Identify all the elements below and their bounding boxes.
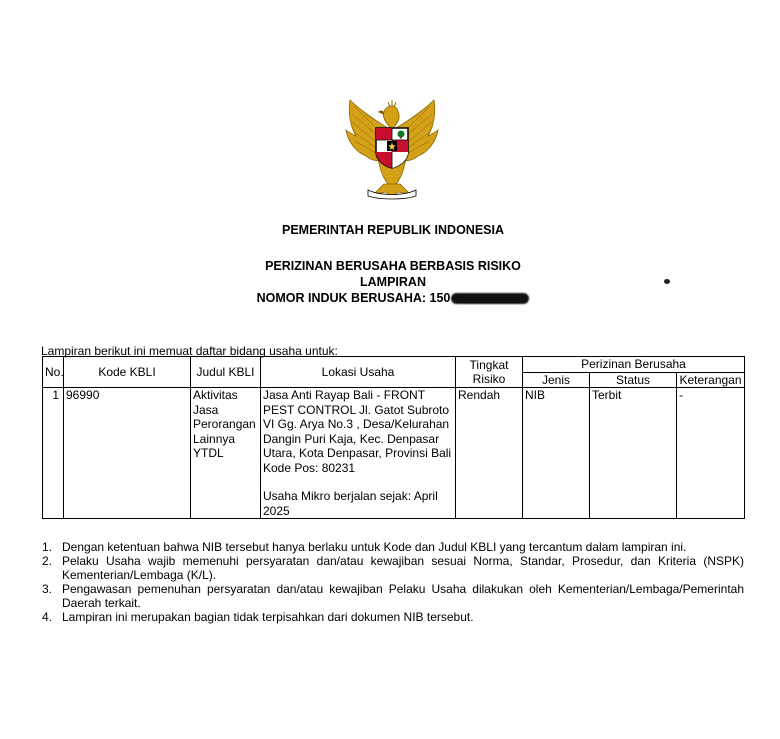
header-keterangan: Keterangan	[677, 372, 745, 388]
note-text: Lampiran ini merupakan bagian tidak terpisahkan dari dokumen NIB tersebut.	[62, 610, 474, 624]
government-title: PEMERINTAH REPUBLIK INDONESIA	[281, 223, 504, 237]
cell-judul-kbli: Aktivitas Jasa Perorangan Lainnya YTDL	[191, 388, 261, 519]
stray-mark	[664, 279, 670, 284]
header-status: Status	[590, 372, 677, 388]
redacted-number	[451, 293, 529, 304]
note-text: Dengan ketentuan bahwa NIB tersebut hanya berlaku untuk Kode dan Judul KBLI yang tercantum dalam lampiran ini.	[62, 540, 687, 554]
nib-label: NOMOR INDUK BERUSAHA: 150	[256, 291, 451, 305]
cell-status: Terbit	[590, 388, 677, 519]
note-number: 1.	[42, 540, 53, 554]
note-number: 4.	[42, 610, 53, 624]
note-number: 2.	[42, 554, 53, 568]
lokasi-address: Jasa Anti Rayap Bali - FRONT PEST CONTROL Jl. Gatot Subroto VI Gg. Arya No.3 , Desa/Kelurahan Dangin Puri Kaja, Kec. Denpasar Utara, Kota Denpasar, Provinsi Bali Kode Pos: 80231	[263, 388, 452, 475]
cell-keterangan: -	[677, 388, 745, 519]
header-tingkat-risiko: Tingkat Risiko	[456, 357, 523, 388]
kbli-table	[42, 356, 745, 519]
cell-kode-kbli: 96990	[64, 388, 191, 519]
header-jenis: Jenis	[523, 372, 590, 388]
document-title: PERIZINAN BERUSAHA BERBASIS RISIKO	[265, 259, 521, 273]
notes-list	[42, 540, 744, 624]
garuda-pancasila-emblem	[344, 98, 440, 200]
cell-tingkat-risiko: Rendah	[456, 388, 523, 519]
cell-jenis: NIB	[523, 388, 590, 519]
intro-text: Lampiran berikut ini memuat daftar bidang usaha untuk:	[41, 344, 338, 358]
header-no: No.	[43, 357, 64, 388]
cell-lokasi-usaha	[261, 388, 456, 519]
list-item	[42, 554, 744, 582]
header-lokasi-usaha: Lokasi Usaha	[261, 357, 456, 388]
note-text: Pelaku Usaha wajib memenuhi persyaratan dan/atau kewajiban sesuai Norma, Standar, Prosedur, dan Kriteria (NSPK) Kementerian/Lembaga (K/L).	[62, 554, 744, 582]
header-kode-kbli: Kode KBLI	[64, 357, 191, 388]
document-subtitle: LAMPIRAN	[360, 275, 426, 289]
table-row	[43, 388, 745, 519]
list-item	[42, 582, 744, 610]
list-item	[42, 610, 744, 624]
cell-no: 1	[43, 388, 64, 519]
nib-number	[0, 290, 780, 306]
note-text: Pengawasan pemenuhan persyaratan dan/atau kewajiban Pelaku Usaha dilakukan oleh Kementerian/Lembaga/Pemerintah Daerah terkait.	[62, 582, 744, 610]
note-number: 3.	[42, 582, 53, 596]
lokasi-note: Usaha Mikro berjalan sejak: April 2025	[263, 489, 438, 518]
header-perizinan-berusaha: Perizinan Berusaha	[523, 357, 745, 373]
header-judul-kbli: Judul KBLI	[191, 357, 261, 388]
list-item	[42, 540, 744, 554]
